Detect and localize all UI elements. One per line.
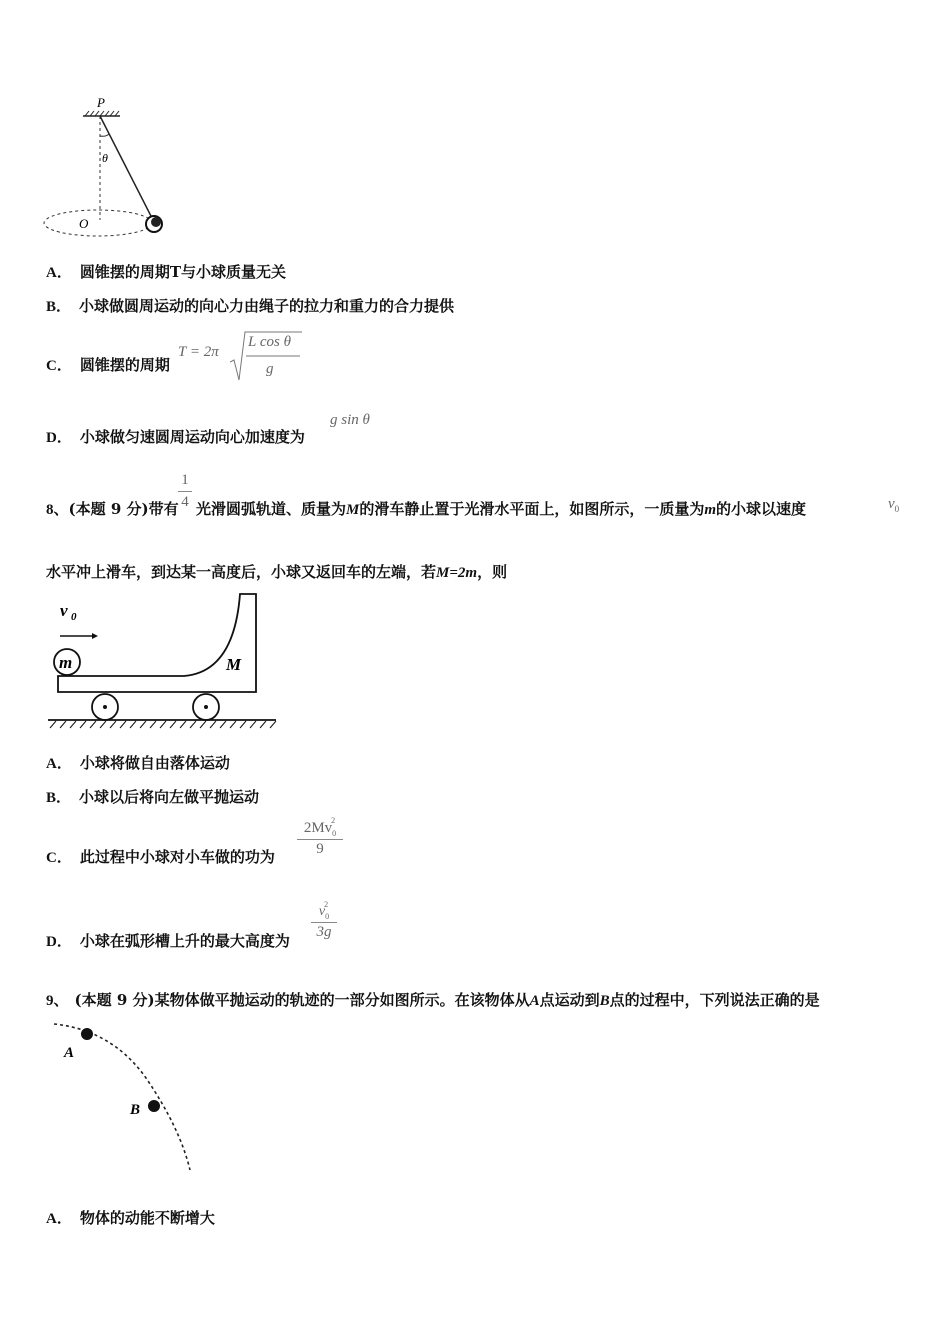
option-letter: A． xyxy=(46,265,72,281)
option-text: 圆锥摆的周期 xyxy=(79,356,170,374)
option-text: 小球做匀速圆周运动向心加速度为 xyxy=(79,428,305,446)
label-b: B xyxy=(130,1102,141,1118)
num-sup: 2 xyxy=(331,816,336,825)
q8-score: (本题 9 分) xyxy=(68,500,149,518)
option-text: 小球做圆周运动的向心力由绳子的拉力和重力的合力提供 xyxy=(79,297,455,315)
frac-den: 3g xyxy=(316,923,332,940)
frac-bar xyxy=(297,839,343,840)
q8-line2-b: ，则 xyxy=(477,563,508,581)
q8-option-d xyxy=(46,930,290,951)
label-p: P xyxy=(97,95,105,110)
label-v: v xyxy=(60,601,68,620)
option-text: 小球以后将向左做平抛运动 xyxy=(79,788,260,806)
q9-option-a xyxy=(46,1207,215,1228)
q8-option-c xyxy=(46,846,275,867)
conical-pendulum-figure xyxy=(40,92,175,244)
label-m: m xyxy=(59,653,73,672)
q9-stem xyxy=(46,989,820,1010)
trajectory-figure xyxy=(50,1018,200,1178)
num-text: v xyxy=(318,904,326,919)
option-letter: D． xyxy=(46,934,72,950)
option-letter: C． xyxy=(46,358,72,374)
frac-den: 4 xyxy=(181,494,189,510)
q7-option-a xyxy=(46,261,286,282)
frac-num: 1 xyxy=(181,472,189,488)
q7-option-c xyxy=(46,354,170,375)
q8-text-c: 的小球以速度 xyxy=(716,500,807,518)
q7-d-formula: g sin θ xyxy=(330,412,370,428)
var-M: M xyxy=(346,502,360,518)
num-sub: 0 xyxy=(325,911,330,921)
frac-num xyxy=(309,900,339,921)
option-text: 物体的动能不断增大 xyxy=(79,1209,215,1227)
q8-number: 8、 xyxy=(46,502,69,518)
option-text: 圆锥摆的周期T与小球质量无关 xyxy=(79,263,287,281)
option-text: 小球将做自由落体运动 xyxy=(79,754,230,772)
label-v-sub: 0 xyxy=(71,611,77,623)
formula-num: L cos θ xyxy=(248,334,291,350)
num-sup: 2 xyxy=(324,900,329,909)
v0-sub: 0 xyxy=(894,504,900,514)
q8-text-pre: 带有 xyxy=(148,500,179,518)
q8-d-fraction xyxy=(309,900,339,954)
option-letter: A． xyxy=(46,1211,72,1227)
q7-option-d xyxy=(46,426,305,447)
option-text: 小球在弧形槽上升的最大高度为 xyxy=(79,932,290,950)
q8-stem-line1-rest xyxy=(196,498,806,519)
num-text: 2Mv xyxy=(303,820,333,836)
cart-track-figure xyxy=(44,592,280,732)
q7-period-formula xyxy=(178,330,308,384)
num-sub: 0 xyxy=(332,829,337,838)
q8-text-a: 光滑圆弧轨道、质量为 xyxy=(196,500,347,518)
label-big-m: M xyxy=(226,655,242,674)
frac-num xyxy=(295,816,345,838)
frac-den: 9 xyxy=(316,841,324,857)
q8-line2-a: 水平冲上滑车，到达某一高度后，小球又返回车的左端，若 xyxy=(46,563,437,581)
q9-number: 9、 xyxy=(46,993,69,1009)
formula-lhs: T = 2π xyxy=(178,344,219,360)
q9-text-a: 某物体做平抛运动的轨迹的一部分如图所示。在该物体从 xyxy=(154,991,530,1009)
q8-condition: M=2m xyxy=(436,565,478,581)
q7-option-b xyxy=(46,295,454,316)
option-letter: A． xyxy=(46,756,72,772)
option-letter: B． xyxy=(46,299,72,315)
q8-stem-line2 xyxy=(46,561,507,582)
q9-score: (本题 9 分) xyxy=(74,991,155,1009)
formula-den: g xyxy=(266,361,274,377)
var-B: B xyxy=(599,993,610,1009)
label-a: A xyxy=(64,1045,75,1061)
option-letter: C． xyxy=(46,850,72,866)
q9-text-c: 点的过程中，下列说法正确的是 xyxy=(609,991,820,1009)
q8-v0 xyxy=(888,496,899,514)
var-m: m xyxy=(704,502,717,518)
q8-option-b xyxy=(46,786,259,807)
option-letter: D． xyxy=(46,430,72,446)
q8-stem-line1 xyxy=(46,498,179,519)
q8-c-fraction xyxy=(295,816,345,868)
q8-quarter-fraction xyxy=(177,472,193,518)
var-A: A xyxy=(529,993,540,1009)
frac-bar xyxy=(178,491,192,492)
label-o: O xyxy=(79,216,89,231)
v0-base: v xyxy=(888,496,895,512)
q9-text-b: 点运动到 xyxy=(539,991,600,1009)
label-theta: θ xyxy=(102,151,108,165)
q8-text-b: 的滑车静止置于光滑水平面上，如图所示，一质量为 xyxy=(359,500,705,518)
frac-bar xyxy=(311,922,337,923)
option-text: 此过程中小球对小车做的功为 xyxy=(79,848,275,866)
q8-option-a xyxy=(46,752,230,773)
option-letter: B． xyxy=(46,790,72,806)
